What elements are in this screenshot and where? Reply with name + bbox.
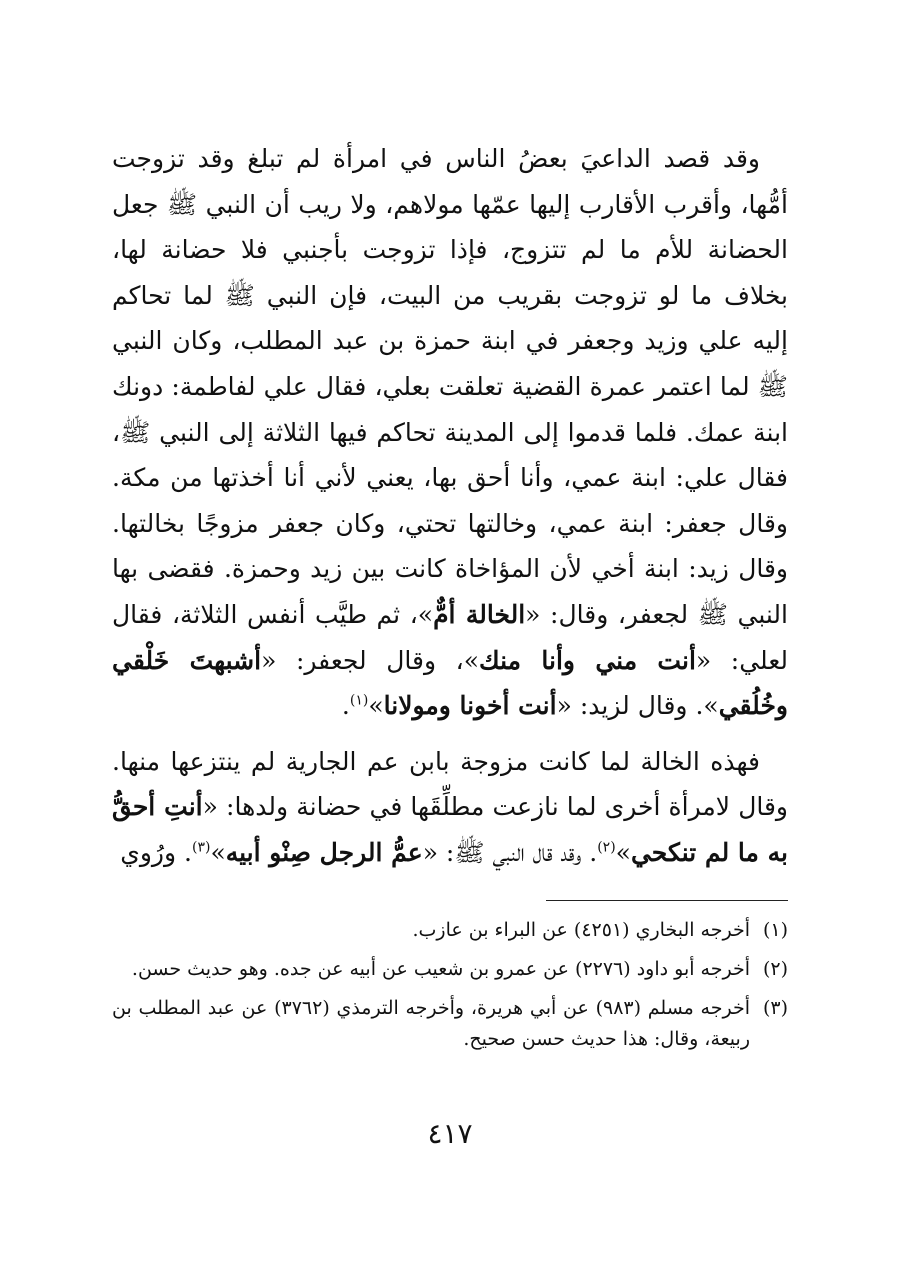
footnote-3 <box>112 993 788 1055</box>
footnotes <box>112 915 788 1063</box>
hadith-quote-2: أنت مني وأنا منك <box>479 645 696 675</box>
paragraph-1 <box>112 136 788 729</box>
paragraph-1-text-3: »، وقال لجعفر: « <box>261 645 480 675</box>
paragraph-1-text-2: »، ثم طيَّب أنفس الثلاثة، فقال لعلي: « <box>112 599 788 675</box>
hadith-quote-1: الخالة أمٌّ <box>433 599 526 629</box>
footnote-ref-1[interactable]: (١) <box>349 692 369 709</box>
hadith-quote-5: أنتِ أحقُّ به ما لم تنكحي <box>112 792 788 867</box>
paragraph-2-text-3: . وقد قال النبي ﷺ: « <box>422 837 598 867</box>
hadith-quote-6: عمُّ الرجل صِنْو أبيه <box>225 837 423 867</box>
paragraph-1-text-1: وقد قصد الداعيَ بعضُ الناس في امرأة لم تبلغ وقد تزوجت أمُّها، وأقرب الأقارب إليها عمّها مولاهم، ولا ريب أن النبي ﷺ جعل الحضانة للأم ما لم تتزوج، فإذا تزوجت بأجنبي فلا حضانة لها، بخلاف ما لو تزوجت بقريب من البيت، فإن النبي ﷺ لما تحاكم إليه علي وزيد وجعفر في ابنة حمزة بن عبد المطلب، وكان النبي ﷺ لما اعتمر عمرة القضية تعلقت بعلي، فقال علي لفاطمة: دونك ابنة عمك. فلما قدموا إلى المدينة تحاكم فيها الثلاثة إلى النبي ﷺ، فقال علي: ابنة عمي، وأنا أحق بها، يعني لأني أنا أخذتها من مكة. وقال جعفر: ابنة عمي، وخالتها تحتي، وكان جعفر مزوجًا بخالتها. وقال زيد: ابنة أخي لأن المؤاخاة كانت بين زيد وحمزة. فقضى بها النبي ﷺ لجعفر، وقال: « <box>112 144 788 629</box>
paragraph-2-text-1: فهذه الخالة لما كانت مزوجة بابن عم الجارية لم ينتزعها منها. وقال لامرأة أخرى لما نازعت مطلِّقَها في حضانة ولدها: « <box>112 746 788 822</box>
footnote-text: أخرجه البخاري (٤٢٥١) عن البراء بن عازب. <box>412 919 750 941</box>
footnote-ref-2[interactable]: (٢) <box>597 839 616 856</box>
footnote-text: أخرجه أبو داود (٢٢٧٦) عن عمرو بن شعيب عن أبيه عن جده. وهو حديث حسن. <box>131 958 750 980</box>
hadith-quote-3: أشبهتَ خَلْقي وخُلُقي <box>112 645 788 721</box>
footnote-ref-3[interactable]: (٣) <box>191 839 211 856</box>
hadith-quote-4: أنت أخونا ومولانا <box>383 691 557 721</box>
paragraph-2-text-5: . ورُوي <box>120 837 192 867</box>
paragraph-2-text-4: » <box>210 837 226 867</box>
main-text <box>112 136 788 876</box>
footnote-2 <box>112 954 788 985</box>
footnote-1 <box>112 915 788 946</box>
paragraph-2-text-2: » <box>615 837 631 867</box>
footnote-separator <box>546 900 788 901</box>
paragraph-1-text-5: » <box>368 691 384 721</box>
footnote-number: (٢) <box>762 958 788 980</box>
footnote-number: (١) <box>762 919 788 941</box>
paragraph-2 <box>112 739 788 876</box>
page-number: ٤١٧ <box>427 1117 473 1150</box>
footnote-text: أخرجه مسلم (٩٨٣) عن أبي هريرة، وأخرجه الترمذي (٣٧٦٢) عن عبد المطلب بن ربيعة، وقال: هذا حديث حسن صحيح. <box>112 997 750 1050</box>
footnote-number: (٣) <box>762 997 788 1019</box>
paragraph-1-text-4: ». وقال لزيد: « <box>556 691 719 721</box>
paragraph-1-text-6: . <box>341 691 350 721</box>
